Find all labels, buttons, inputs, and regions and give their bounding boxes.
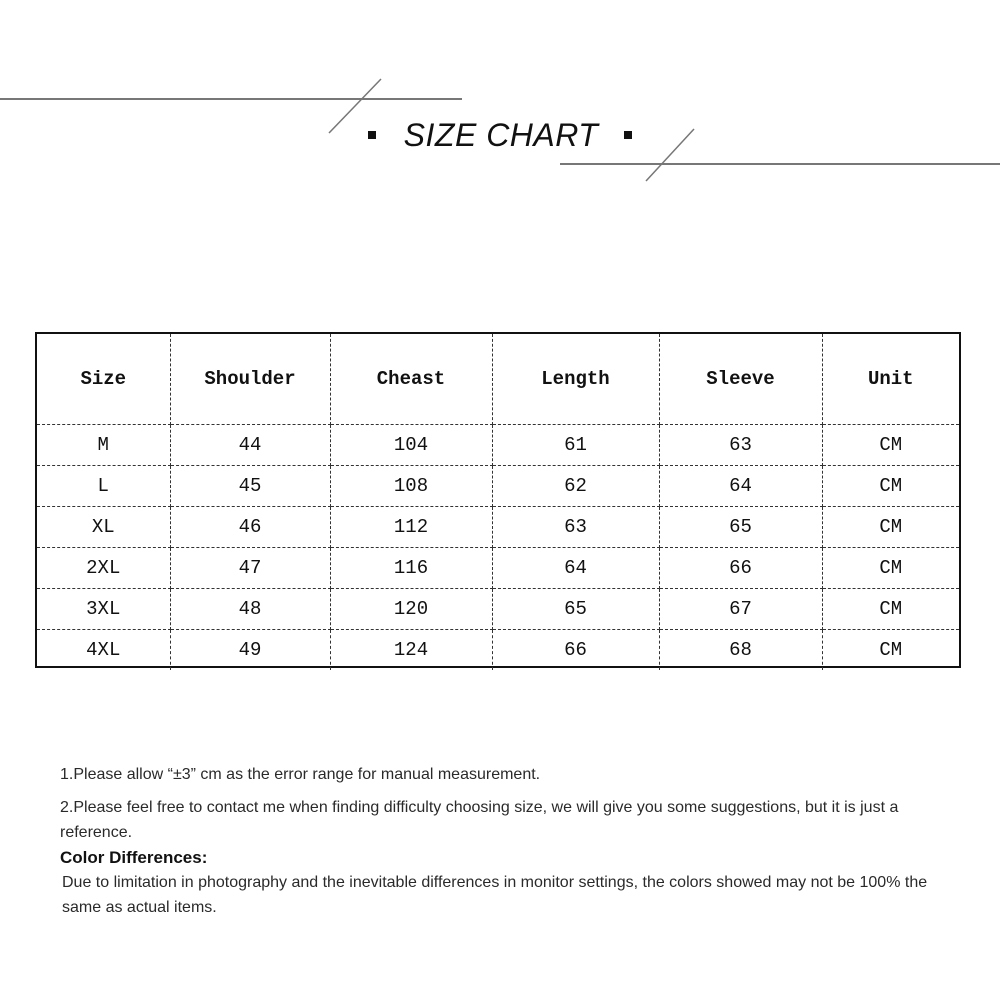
measurement-note: 1.Please allow “±3” cm as the error range for manual measurement.: [60, 766, 541, 783]
column-header-length: Length: [492, 334, 659, 425]
square-bullet-icon: [624, 131, 632, 139]
square-bullet-icon: [368, 131, 376, 139]
cell-size: XL: [37, 507, 170, 548]
header-decoration: [0, 0, 1000, 200]
size-table-container: [35, 332, 961, 668]
table-row: [37, 466, 959, 507]
table-header-row: [37, 334, 959, 425]
color-differences-heading: Color Differences:: [60, 848, 208, 867]
cell-sleeve: 67: [659, 589, 822, 630]
cell-unit: CM: [822, 589, 959, 630]
cell-unit: CM: [822, 507, 959, 548]
cell-shoulder: 46: [170, 507, 330, 548]
cell-size: L: [37, 466, 170, 507]
cell-chest: 124: [330, 630, 492, 671]
cell-shoulder: 44: [170, 425, 330, 466]
cell-unit: CM: [822, 466, 959, 507]
column-header-sleeve: Sleeve: [659, 334, 822, 425]
cell-sleeve: 65: [659, 507, 822, 548]
color-differences-text: Due to limitation in photography and the inevitable differences in monitor settings, the colors showed may not be 100% the same as actual items.: [62, 874, 928, 916]
cell-shoulder: 45: [170, 466, 330, 507]
size-table: [37, 334, 959, 670]
table-row: [37, 425, 959, 466]
cell-sleeve: 68: [659, 630, 822, 671]
column-header-shoulder: Shoulder: [170, 334, 330, 425]
cell-unit: CM: [822, 425, 959, 466]
cell-length: 65: [492, 589, 659, 630]
column-header-chest: Cheast: [330, 334, 492, 425]
cell-size: 3XL: [37, 589, 170, 630]
cell-unit: CM: [879, 639, 903, 661]
table-row: [37, 589, 959, 630]
cell-chest: 104: [330, 425, 492, 466]
cell-length: 64: [492, 548, 659, 589]
cell-unit: CM: [822, 548, 959, 589]
page-title: SIZE CHART: [403, 117, 599, 153]
column-header-unit: Unit: [822, 334, 959, 425]
cell-chest: 120: [330, 589, 492, 630]
cell-chest: 112: [330, 507, 492, 548]
cell-size: 4XL: [37, 630, 170, 671]
cell-length: 66: [492, 630, 659, 671]
cell-shoulder: 47: [170, 548, 330, 589]
table-row: [37, 507, 959, 548]
contact-note: 2.Please feel free to contact me when finding difficulty choosing size, we will give you some suggestions, but it is just a reference.: [60, 799, 899, 841]
cell-shoulder: 49: [170, 630, 330, 671]
table-row: [37, 630, 959, 671]
cell-chest: 108: [330, 466, 492, 507]
cell-size: 2XL: [37, 548, 170, 589]
notes-section: [60, 762, 950, 920]
cell-sleeve: 64: [659, 466, 822, 507]
column-header-size: Size: [37, 334, 170, 425]
cell-length: 63: [492, 507, 659, 548]
cell-shoulder: 48: [170, 589, 330, 630]
cell-length: 62: [492, 466, 659, 507]
title-block: [0, 112, 1000, 158]
cell-chest: 116: [330, 548, 492, 589]
cell-length: 61: [492, 425, 659, 466]
cell-sleeve: 66: [659, 548, 822, 589]
cell-sleeve: 63: [659, 425, 822, 466]
cell-size: M: [37, 425, 170, 466]
table-row: [37, 548, 959, 589]
